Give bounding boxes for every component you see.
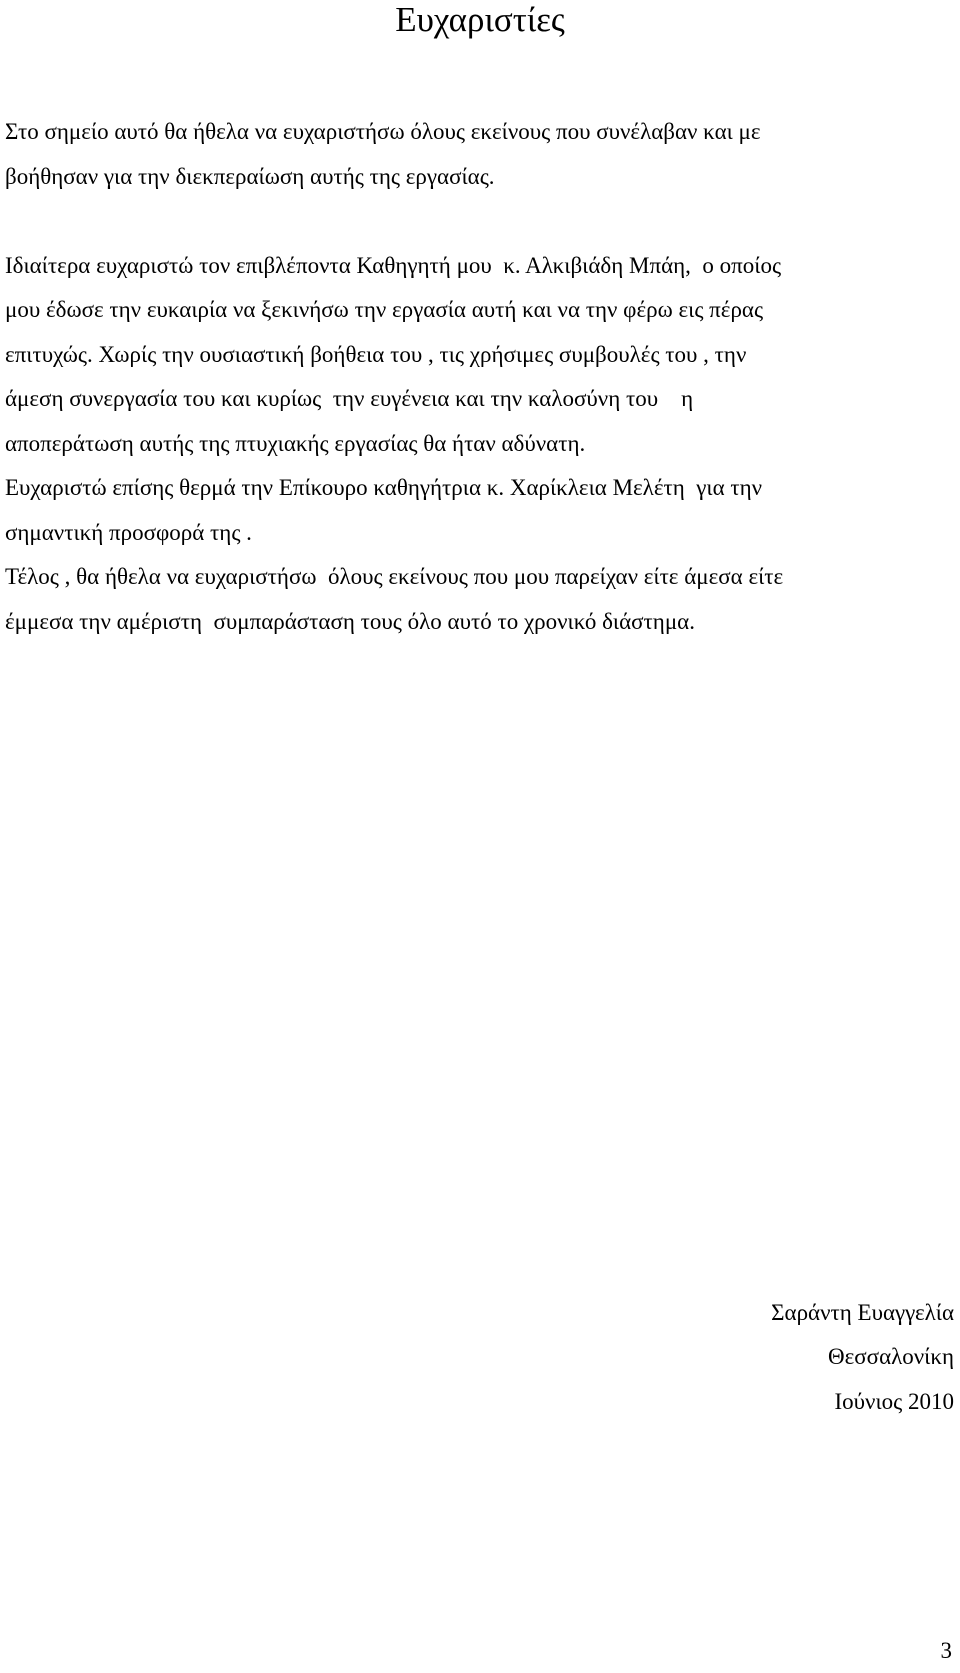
page-title: Ευχαριστίες <box>395 0 565 39</box>
paragraph-line: Ευχαριστώ επίσης θερμά την Επίκουρο καθηγήτρια κ. Χαρίκλεια Μελέτη για την <box>5 475 763 500</box>
paragraph-line: αποπεράτωση αυτής της πτυχιακής εργασίας θα ήταν αδύνατη. <box>5 431 586 456</box>
paragraph-line: έμμεσα την αμέριστη συμπαράσταση τους όλο αυτό το χρονικό διάστημα. <box>5 609 695 634</box>
paragraph-line: επιτυχώς. Χωρίς την ουσιαστική βοήθεια του , τις χρήσιμες συμβουλές του , την <box>5 342 747 367</box>
paragraph-line: Ιδιαίτερα ευχαριστώ τον επιβλέποντα Καθηγητή μου κ. Αλκιβιάδη Μπάη, ο οποίος <box>5 253 782 278</box>
page-number: 3 <box>940 1638 952 1663</box>
paragraph-line: βοήθησαν για την διεκπεραίωση αυτής της εργασίας. <box>5 164 495 189</box>
signature-city: Θεσσαλονίκη <box>828 1344 954 1369</box>
paragraph-line: άμεση συνεργασία του και κυρίως την ευγένεια και την καλοσύνη του η <box>5 386 694 411</box>
signature-name: Σαράντη Ευαγγελία <box>771 1300 954 1325</box>
paragraph-line: Τέλος , θα ήθελα να ευχαριστήσω όλους εκείνους που μου παρείχαν είτε άμεσα είτε <box>5 564 784 589</box>
signature-date: Ιούνιος 2010 <box>834 1389 954 1414</box>
paragraph-line: σημαντική προσφορά της . <box>5 520 252 545</box>
paragraph-line: μου έδωσε την ευκαιρία να ξεκινήσω την εργασία αυτή και να την φέρω εις πέρας <box>5 297 764 322</box>
paragraph-line: Στο σημείο αυτό θα ήθελα να ευχαριστήσω όλους εκείνους που συνέλαβαν και με <box>5 119 761 144</box>
